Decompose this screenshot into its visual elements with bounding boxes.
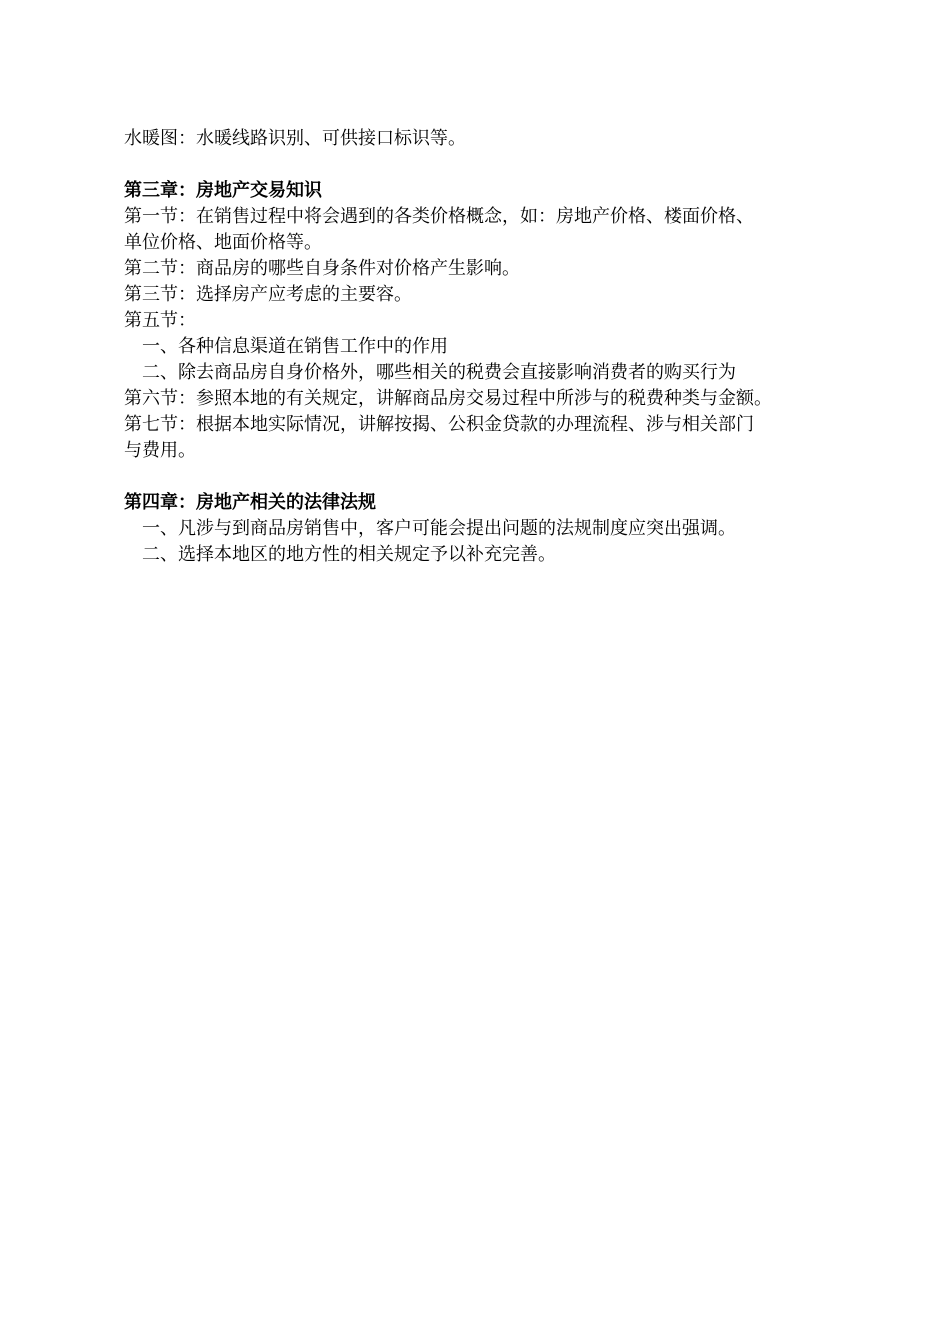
section-5-item-1: 一、各种信息渠道在销售工作中的作用	[142, 336, 448, 357]
document-page	[124, 126, 824, 568]
spacer	[124, 464, 824, 490]
chapter-4-item-1: 一、凡涉与到商品房销售中，客户可能会提出问题的法规制度应突出强调。	[142, 518, 736, 539]
section-6-line: 第六节：参照本地的有关规定，讲解商品房交易过程中所涉与的税费种类与金额。	[124, 388, 772, 409]
chapter-3-heading: 第三章：房地产交易知识	[124, 180, 322, 201]
section-1-line: 第一节：在销售过程中将会遇到的各类价格概念，如：房地产价格、楼面价格、	[124, 206, 754, 227]
section-1-continuation: 单位价格、地面价格等。	[124, 232, 322, 253]
section-2-line: 第二节：商品房的哪些自身条件对价格产生影响。	[124, 258, 520, 279]
section-3-line: 第三节：选择房产应考虑的主要容。	[124, 284, 412, 305]
chapter-4-heading: 第四章：房地产相关的法律法规	[124, 492, 376, 513]
section-7-continuation: 与费用。	[124, 440, 196, 461]
chapter-4-item-2: 二、选择本地区的地方性的相关规定予以补充完善。	[142, 544, 556, 565]
section-7-line: 第七节：根据本地实际情况，讲解按揭、公积金贷款的办理流程、涉与相关部门	[124, 414, 754, 435]
section-5-item-2: 二、除去商品房自身价格外，哪些相关的税费会直接影响消费者的购买行为	[142, 362, 736, 383]
spacer	[124, 152, 824, 178]
intro-line: 水暖图：水暖线路识别、可供接口标识等。	[124, 128, 466, 149]
section-5-line: 第五节：	[124, 310, 196, 331]
